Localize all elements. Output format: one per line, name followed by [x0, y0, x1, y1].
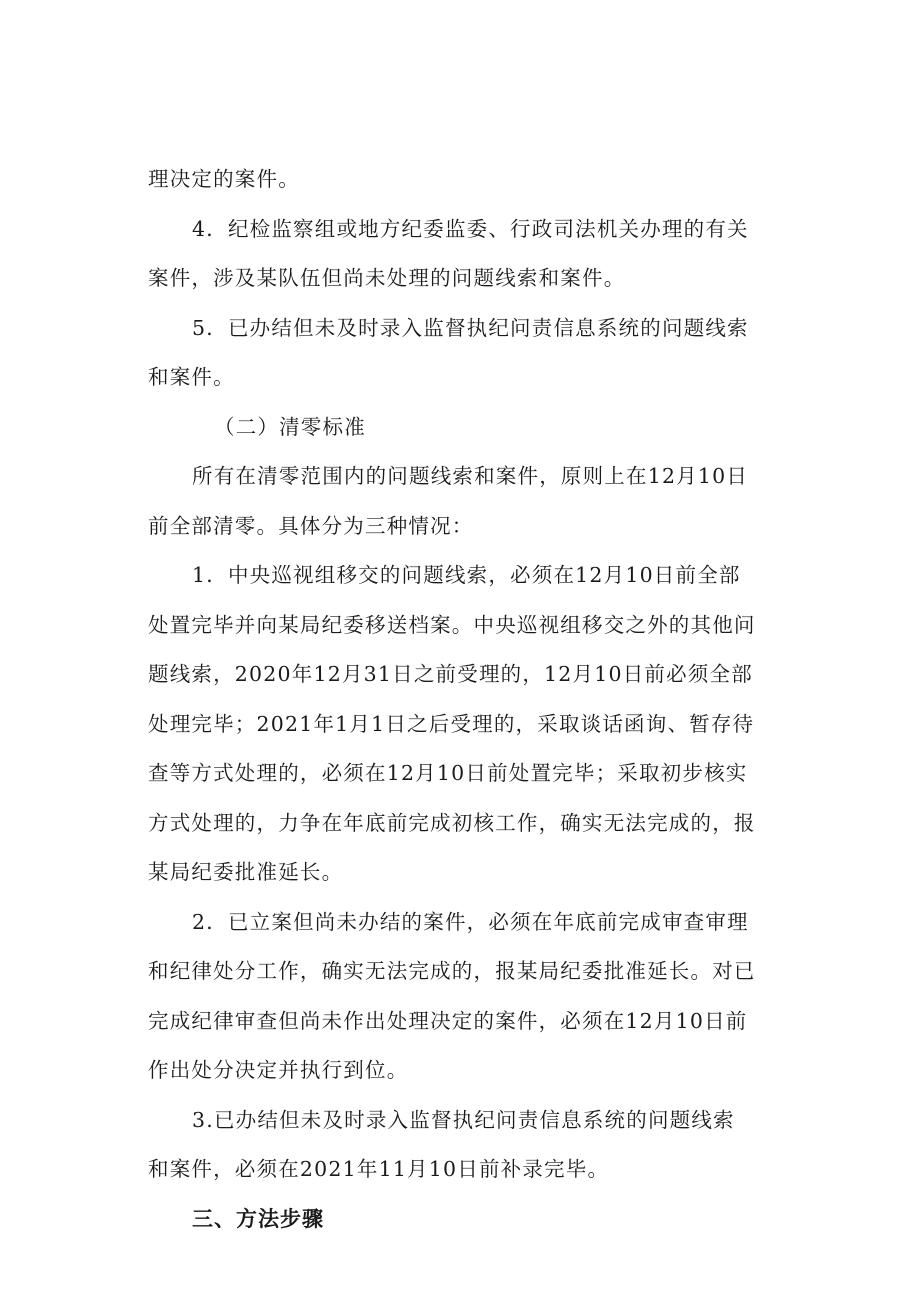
- paragraph-standard-2: [148, 898, 800, 1096]
- paragraph-clearing-scope: [148, 452, 800, 551]
- paragraph-item-5: [148, 304, 800, 403]
- text-line: 作出处分决定并执行到位。: [148, 1058, 409, 1082]
- text-line: 3.已办结但未及时录入监督执纪问责信息系统的问题线索: [192, 1107, 735, 1132]
- text-line: 处置完毕并向某局纪委移送档案。中央巡视组移交之外的其他问: [148, 612, 756, 637]
- text-line: 前全部清零。具体分为三种情况：: [148, 513, 474, 538]
- text-line: 5．已办结但未及时录入监督执纪问责信息系统的问题线索: [192, 315, 749, 340]
- text-line: 2．已立案但尚未办结的案件，必须在年底前完成审查审理: [192, 909, 749, 934]
- text-line: 4．纪检监察组或地方纪委监委、行政司法机关办理的有关: [192, 216, 749, 241]
- text-line: 案件，涉及某队伍但尚未处理的问题线索和案件。: [148, 266, 626, 290]
- text-line: 和案件。: [148, 365, 235, 389]
- text-line: 方式处理的，力争在年底前完成初核工作，确实无法完成的，报: [148, 810, 756, 835]
- text-line: 处理完毕；2021年1月1日之后受理的，采取谈话函询、暂存待: [148, 711, 755, 736]
- paragraph-item-4: [148, 205, 800, 304]
- text-line: 理决定的案件。: [148, 167, 300, 191]
- paragraph-standard-1: [148, 551, 800, 898]
- text-line: 某局纪委批准延长。: [148, 860, 344, 884]
- text-line: （二）清零标准: [214, 414, 366, 439]
- document-page: [148, 155, 800, 1244]
- text-line: 和纪律处分工作，确实无法完成的，报某局纪委批准延长。对已: [148, 959, 756, 983]
- text-line: 和案件，必须在2021年11月10日前补录完毕。: [148, 1157, 610, 1181]
- text-line: 题线索，2020年12月31日之前受理的，12月10日前必须全部: [148, 662, 753, 686]
- text-line: 所有在清零范围内的问题线索和案件，原则上在12月10日: [192, 464, 749, 488]
- section-heading-method-steps: [148, 1195, 800, 1245]
- text-line: 1．中央巡视组移交的问题线索，必须在12月10日前全部: [192, 563, 741, 587]
- section-heading-clearing-standard: [148, 403, 800, 453]
- paragraph-standard-3: [148, 1096, 800, 1195]
- text-line: 查等方式处理的，必须在12月10日前处置完毕；采取初步核实: [148, 761, 748, 785]
- text-line: 完成纪律审查但尚未作出处理决定的案件，必须在12月10日前: [148, 1008, 748, 1033]
- paragraph-case-decision-end: [148, 155, 800, 205]
- text-line: 三、方法步骤: [192, 1206, 324, 1231]
